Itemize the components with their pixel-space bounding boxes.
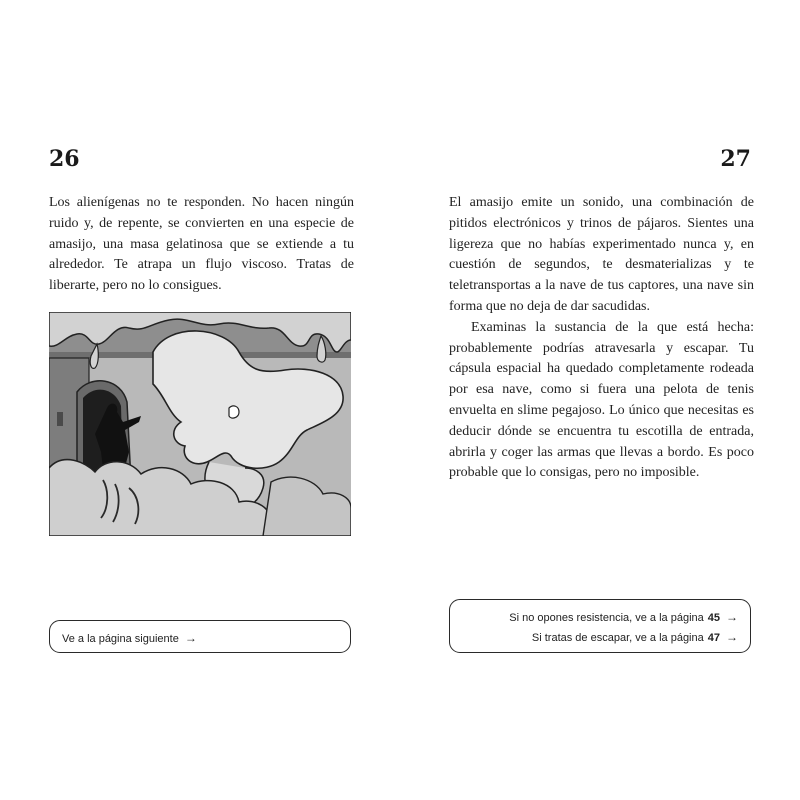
choice-label-escape: Si tratas de escapar, ve a la página: [531, 632, 704, 644]
left-page-text: [49, 193, 354, 297]
choice-label-no-resistance: Si no opones resistencia, ve a la página: [509, 612, 704, 624]
next-page-label: Ve a la página siguiente: [62, 633, 179, 645]
choice-target-page-45: 45: [707, 612, 720, 624]
right-paragraph-1: El amasijo emite un sonido, una combinación de pitidos electrónicos y trinos de pájaros. Sientes una ligereza que no habías experimentado nunca y, en cuestión de segundos, te desmaterializas y te teletransportas a la nave de tus captores, una nave sin forma que no deja de dar sacudidas.: [449, 195, 754, 314]
arrow-right-icon: →: [184, 631, 197, 645]
choices-box: [449, 599, 751, 653]
choice-row-no-resistance[interactable]: [509, 610, 738, 624]
choice-target-page-47: 47: [707, 632, 720, 644]
right-paragraph-2: Examinas la sustancia de la que está hecha: probablemente podrías atravesarla y escapar. Tu cápsula espacial ha quedado completamente rodeada por esa nave, como si fuera una pelota de tenis envuelta en slime pegajoso. Lo único que necesitas es deducir dónde se encuentra tu escotilla de entrada, abrirla y coger las armas que llevas a bordo. Es poco probable que lo consigas, pero no imposible.: [449, 319, 754, 481]
page-number-left: 26: [49, 146, 80, 172]
choice-row-next[interactable]: [62, 631, 197, 645]
left-paragraph: Los alienígenas no te responden. No hacen ningún ruido y, de repente, se convierten en una especie de amasijo, una masa gelatinosa que se extiende a tu alrededor. Te atrapa un flujo viscoso. Tratas de liberarte, pero no lo consigues.: [49, 195, 354, 294]
arrow-right-icon: →: [726, 610, 738, 624]
story-illustration: [49, 312, 351, 536]
choice-row-escape[interactable]: [532, 630, 738, 644]
arrow-right-icon: →: [726, 630, 738, 644]
next-page-choice[interactable]: [49, 620, 351, 653]
page-number-right: 27: [720, 146, 751, 172]
right-page-text: [449, 193, 754, 484]
